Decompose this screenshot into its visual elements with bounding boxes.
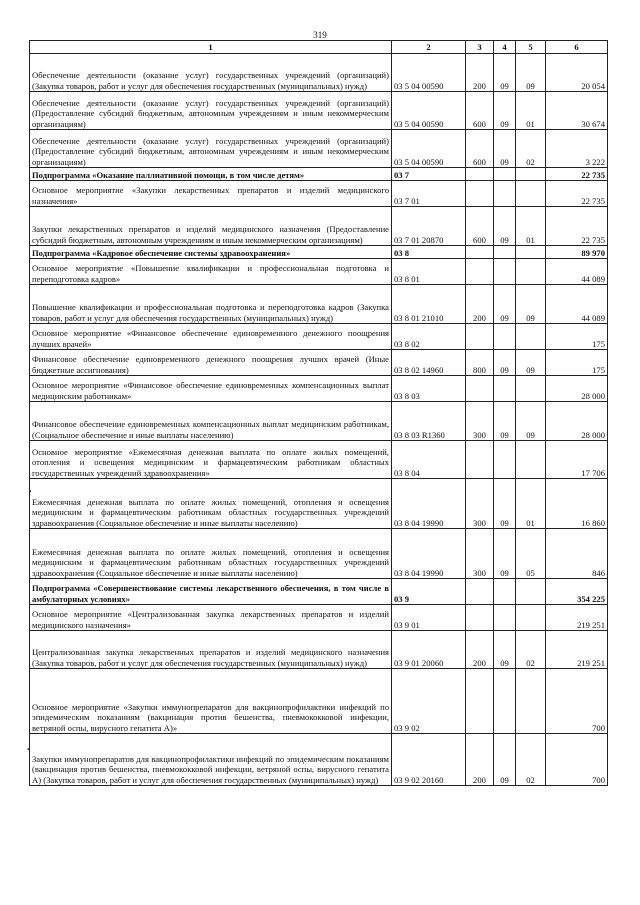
- row-amount: 175: [546, 324, 608, 350]
- row-subsection: [516, 168, 546, 181]
- table-row: [30, 669, 608, 734]
- row-expense-type: [466, 376, 494, 402]
- row-subsection: [516, 324, 546, 350]
- row-subsection: [516, 605, 546, 631]
- row-amount: 700: [546, 669, 608, 734]
- row-subsection: [516, 376, 546, 402]
- table-row: [30, 734, 608, 786]
- row-code: 03 9 02: [392, 669, 466, 734]
- row-subsection: [516, 579, 546, 605]
- row-amount: 44 089: [546, 285, 608, 324]
- row-expense-type: [466, 168, 494, 181]
- row-name: Подпрограмма «Совершенствование системы лекарственного обеспечения, в том числе в амбулаторных условиях»: [30, 579, 392, 605]
- row-subsection: 09: [516, 285, 546, 324]
- row-name: Основное мероприятие «Закупки лекарственных препаратов и изделий медицинского назначения»: [30, 181, 392, 207]
- row-name: Ежемесячная денежная выплата по оплате жилых помещений, отопления и освещения медицинским и фармацевтическим работникам областных государственных учреждений здравоохранения (Социальное обеспечение и иные выплаты населению): [30, 479, 392, 529]
- row-expense-type: [466, 259, 494, 285]
- row-amount: 44 089: [546, 259, 608, 285]
- table-header-row: [30, 41, 608, 54]
- row-name: Повышение квалификации и профессиональная подготовка и переподготовка кадров (Закупка товаров, работ и услуг для обеспечения государственных (муниципальных) нужд): [30, 285, 392, 324]
- table-row: [30, 259, 608, 285]
- row-section: [494, 246, 516, 259]
- row-name: Ежемесячная денежная выплата по оплате жилых помещений, отопления и освещения медицинским и фармацевтическим работникам областных государственных учреждений здравоохранения (Социальное обеспечение и иные выплаты населению): [30, 529, 392, 579]
- row-expense-type: 200: [466, 54, 494, 92]
- row-section: [494, 605, 516, 631]
- row-code: 03 8 02 14960: [392, 350, 466, 376]
- row-subsection: 01: [516, 92, 546, 130]
- row-name: Закупки иммунопрепаратов для вакцинопрофилактики инфекций по эпидемическим показаниям (вакцинация против бешенства, пневмококковой инфекции, ветряной оспы, вирусного гепатита А) (Закупка товаров, работ и услуг для обеспечения государственных (муниципальных) нужд): [30, 734, 392, 786]
- row-amount: 17 706: [546, 441, 608, 479]
- row-expense-type: [466, 181, 494, 207]
- row-amount: 89 970: [546, 246, 608, 259]
- row-amount: 22 735: [546, 207, 608, 246]
- row-section: [494, 669, 516, 734]
- row-section: [494, 259, 516, 285]
- row-amount: 28 000: [546, 376, 608, 402]
- row-amount: 846: [546, 529, 608, 579]
- row-code: 03 8 02: [392, 324, 466, 350]
- row-subsection: 09: [516, 350, 546, 376]
- row-name: Закупки лекарственных препаратов и изделий медицинского назначения (Предоставление субсидий бюджетным, автономным учреждениям и иным некоммерческим организациям): [30, 207, 392, 246]
- row-section: 09: [494, 734, 516, 786]
- table-row: [30, 130, 608, 168]
- row-expense-type: [466, 246, 494, 259]
- row-expense-type: 600: [466, 92, 494, 130]
- row-section: 09: [494, 54, 516, 92]
- row-amount: 16 860: [546, 479, 608, 529]
- row-code: 03 8 04: [392, 441, 466, 479]
- row-amount: 219 251: [546, 631, 608, 669]
- column-header-6: 6: [546, 41, 608, 54]
- row-code: 03 9 01 20060: [392, 631, 466, 669]
- row-expense-type: 800: [466, 350, 494, 376]
- row-code: 03 7 01: [392, 181, 466, 207]
- table-row: [30, 441, 608, 479]
- table-row: [30, 246, 608, 259]
- row-section: [494, 168, 516, 181]
- table-row: [30, 631, 608, 669]
- row-subsection: 02: [516, 631, 546, 669]
- row-section: [494, 181, 516, 207]
- row-expense-type: [466, 669, 494, 734]
- row-subsection: 05: [516, 529, 546, 579]
- row-name: Централизованная закупка лекарственных препаратов и изделий медицинского назначения (Закупка товаров, работ и услуг для обеспечения государственных (муниципальных) нужд): [30, 631, 392, 669]
- table-row: [30, 529, 608, 579]
- row-subsection: [516, 246, 546, 259]
- row-code: 03 7: [392, 168, 466, 181]
- row-section: 09: [494, 529, 516, 579]
- row-code: 03 8 03 R1360: [392, 402, 466, 441]
- row-expense-type: 200: [466, 285, 494, 324]
- row-section: 09: [494, 285, 516, 324]
- page-number: 319: [313, 30, 327, 40]
- table-row: [30, 479, 608, 529]
- row-name: Основное мероприятие «Повышение квалификации и профессиональная подготовка и переподготовка кадров»: [30, 259, 392, 285]
- table-row: [30, 285, 608, 324]
- row-subsection: [516, 441, 546, 479]
- row-expense-type: 600: [466, 207, 494, 246]
- row-expense-type: 200: [466, 631, 494, 669]
- column-header-4: 4: [494, 41, 516, 54]
- row-subsection: [516, 181, 546, 207]
- margin-dot: .: [27, 742, 30, 753]
- row-section: 09: [494, 479, 516, 529]
- row-subsection: 02: [516, 734, 546, 786]
- row-code: 03 5 04 00590: [392, 130, 466, 168]
- row-expense-type: 300: [466, 402, 494, 441]
- row-name: Подпрограмма «Оказание паллиативной помощи, в том числе детям»: [30, 168, 392, 181]
- table-row: [30, 324, 608, 350]
- table-row: [30, 376, 608, 402]
- row-section: [494, 579, 516, 605]
- row-section: 09: [494, 92, 516, 130]
- row-section: 09: [494, 631, 516, 669]
- row-amount: 22 735: [546, 168, 608, 181]
- row-expense-type: 600: [466, 130, 494, 168]
- row-code: 03 8 01: [392, 259, 466, 285]
- row-section: [494, 324, 516, 350]
- row-code: 03 7 01 20870: [392, 207, 466, 246]
- row-name: Основное мероприятие «Централизованная закупка лекарственных препаратов и изделий медицинского назначения»: [30, 605, 392, 631]
- margin-dot: .: [29, 484, 32, 495]
- row-subsection: 09: [516, 402, 546, 441]
- row-code: 03 9 02 20160: [392, 734, 466, 786]
- row-code: 03 9 01: [392, 605, 466, 631]
- table-row: [30, 207, 608, 246]
- row-name: Основное мероприятие «Финансовое обеспечение единовременных компенсационных выплат медицинским работникам»: [30, 376, 392, 402]
- column-header-3: 3: [466, 41, 494, 54]
- row-subsection: 02: [516, 130, 546, 168]
- row-name: Подпрограмма «Кадровое обеспечение системы здравоохранения»: [30, 246, 392, 259]
- row-code: 03 8 04 19990: [392, 529, 466, 579]
- row-name: Обеспечение деятельности (оказание услуг) государственных учреждений (организаций) (Предоставление субсидий бюджетным, автономным учреждениям и иным некоммерческим организациям): [30, 130, 392, 168]
- row-expense-type: 200: [466, 734, 494, 786]
- row-amount: 354 225: [546, 579, 608, 605]
- row-section: 09: [494, 350, 516, 376]
- row-code: 03 9: [392, 579, 466, 605]
- row-name: Финансовое обеспечение единовременного денежного поощрения лучших врачей (Иные бюджетные ассигнования): [30, 350, 392, 376]
- row-section: [494, 376, 516, 402]
- row-subsection: [516, 259, 546, 285]
- row-code: 03 8: [392, 246, 466, 259]
- row-expense-type: [466, 441, 494, 479]
- table-row: [30, 181, 608, 207]
- row-name: Обеспечение деятельности (оказание услуг) государственных учреждений (организаций) (Предоставление субсидий бюджетным, автономным учреждениям и иным некоммерческим организациям): [30, 92, 392, 130]
- row-subsection: 01: [516, 207, 546, 246]
- row-amount: 175: [546, 350, 608, 376]
- table-row: [30, 579, 608, 605]
- table-row: [30, 54, 608, 92]
- table-body: [30, 54, 608, 786]
- row-subsection: 01: [516, 479, 546, 529]
- table-row: [30, 402, 608, 441]
- row-amount: 30 674: [546, 92, 608, 130]
- row-name: Обеспечение деятельности (оказание услуг) государственных учреждений (организаций) (Закупка товаров, работ и услуг для обеспечения государственных (муниципальных) нужд): [30, 54, 392, 92]
- column-header-1: 1: [30, 41, 392, 54]
- row-expense-type: [466, 605, 494, 631]
- row-section: [494, 441, 516, 479]
- row-expense-type: 300: [466, 479, 494, 529]
- column-header-5: 5: [516, 41, 546, 54]
- row-code: 03 8 04 19990: [392, 479, 466, 529]
- row-name: Основное мероприятие «Финансовое обеспечение единовременного денежного поощрения лучших врачей»: [30, 324, 392, 350]
- row-name: Основное мероприятие «Закупки иммунопрепаратов для вакцинопрофилактики инфекций по эпидемическим показаниям (вакцинация против бешенства, пневмококковой инфекции, ветряной оспы, вирусного гепатита А)»: [30, 669, 392, 734]
- row-code: 03 5 04 00590: [392, 92, 466, 130]
- column-header-2: 2: [392, 41, 466, 54]
- row-amount: 700: [546, 734, 608, 786]
- row-section: 09: [494, 207, 516, 246]
- row-subsection: 09: [516, 54, 546, 92]
- row-amount: 22 735: [546, 181, 608, 207]
- table-row: [30, 92, 608, 130]
- row-section: 09: [494, 130, 516, 168]
- row-code: 03 5 04 00590: [392, 54, 466, 92]
- row-amount: 28 000: [546, 402, 608, 441]
- row-expense-type: [466, 579, 494, 605]
- row-subsection: [516, 669, 546, 734]
- budget-table: [29, 40, 608, 786]
- table-row: [30, 350, 608, 376]
- row-amount: 3 222: [546, 130, 608, 168]
- row-amount: 20 054: [546, 54, 608, 92]
- row-name: Основное мероприятие «Ежемесячная денежная выплата по оплате жилых помещений, отопления и освещения медицинским и фармацевтическим работникам областных государственных учреждений здравоохранения»: [30, 441, 392, 479]
- row-section: 09: [494, 402, 516, 441]
- row-code: 03 8 01 21010: [392, 285, 466, 324]
- table-row: [30, 168, 608, 181]
- row-name: Финансовое обеспечение единовременных компенсационных выплат медицинским работникам, (Социальное обеспечение и иные выплаты населению): [30, 402, 392, 441]
- row-expense-type: [466, 324, 494, 350]
- row-amount: 219 251: [546, 605, 608, 631]
- row-code: 03 8 03: [392, 376, 466, 402]
- table-row: [30, 605, 608, 631]
- row-expense-type: 300: [466, 529, 494, 579]
